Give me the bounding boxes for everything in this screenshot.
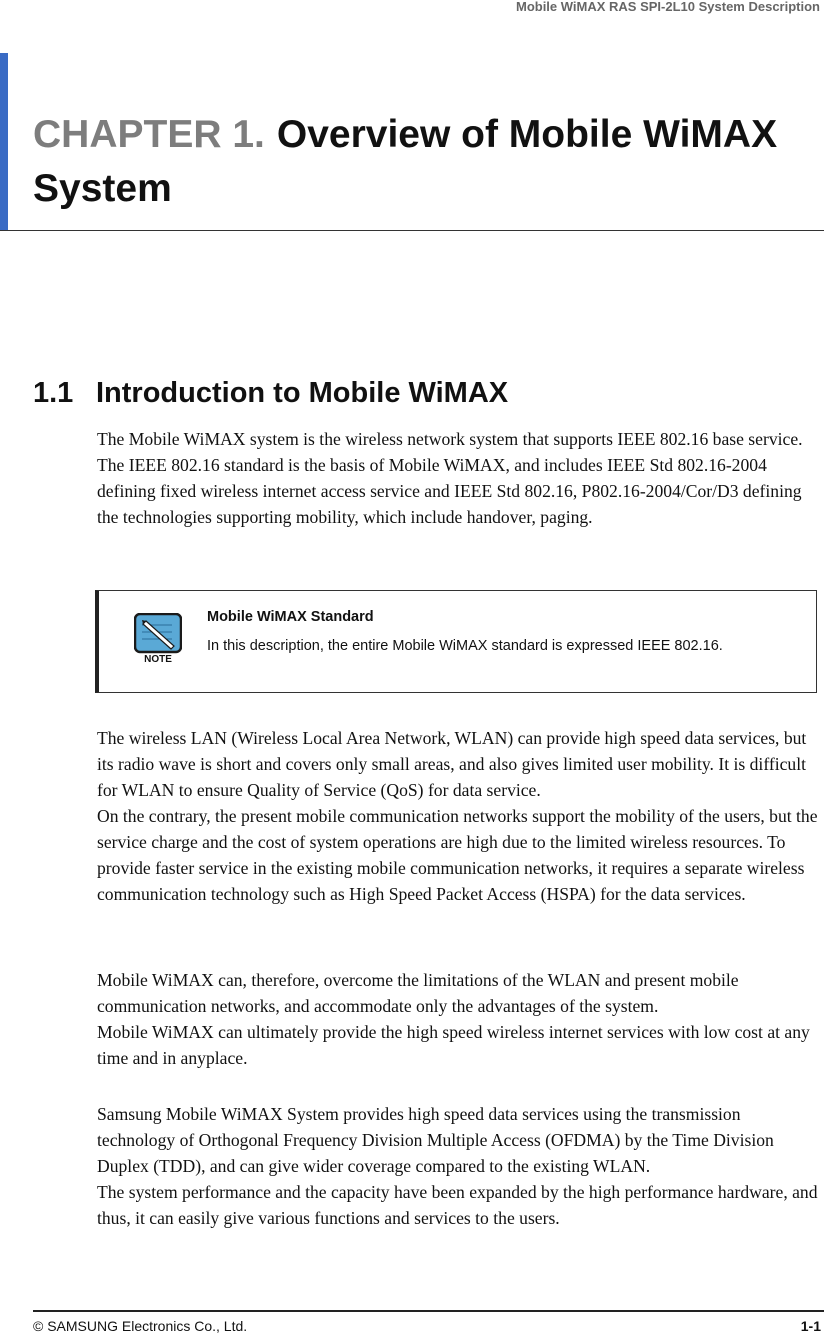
footer-page-number: 1-1 xyxy=(800,1318,821,1334)
chapter-title-text: Overview of Mobile WiMAX System xyxy=(33,113,778,210)
paragraph-mobile-networks: On the contrary, the present mobile communication networks support the mobility of the users, but the service charge and the cost of system operations are high due to the limited wireless resources. To provide faster service in the existing mobile communication networks, it requires a separate wireless communication technology such as High Speed Packet Access (HSPA) for the data services. xyxy=(97,806,818,904)
paragraph-wlan: The wireless LAN (Wireless Local Area Network, WLAN) can provide high speed data services, but its radio wave is short and covers only small areas, and also gives limited user mobility. It is difficult for WLAN to ensure Quality of Service (QoS) for data service. xyxy=(97,728,807,800)
paragraph-performance: The system performance and the capacity have been expanded by the high performance hardware, and thus, it can easily give various functions and services to the users. xyxy=(97,1182,818,1228)
paragraph-ultimately: Mobile WiMAX can ultimately provide the high speed wireless internet services with low cost at any time and in anyplace. xyxy=(97,1022,810,1068)
note-icon-label: NOTE xyxy=(144,654,172,663)
section-heading xyxy=(33,373,508,413)
running-header: Mobile WiMAX RAS SPI-2L10 System Description xyxy=(515,0,820,14)
chapter-title xyxy=(33,108,813,216)
section-title: Introduction to Mobile WiMAX xyxy=(96,377,509,409)
chapter-accent-bar xyxy=(0,53,8,230)
paragraph-overcome: Mobile WiMAX can, therefore, overcome the limitations of the WLAN and present mobile communication networks, and accommodate only the advantages of the system. xyxy=(97,970,739,1016)
paragraph-intro: The Mobile WiMAX system is the wireless network system that supports IEEE 802.16 base service. The IEEE 802.16 standard is the basis of Mobile WiMAX, and includes IEEE Std 802.16-2004 defining fixed wireless internet access service and IEEE Std 802.16, P802.16-2004/Cor/D3 defining the technologies supporting mobility, which include handover, paging. xyxy=(97,429,803,527)
note-title: Mobile WiMAX Standard xyxy=(207,609,374,625)
note-pencil-icon xyxy=(134,613,182,663)
section-number: 1.1 xyxy=(33,377,74,409)
chapter-divider xyxy=(0,230,824,231)
paragraph-samsung: Samsung Mobile WiMAX System provides high speed data services using the transmission technology of Orthogonal Frequency Division Multiple Access (OFDMA) by the Time Division Duplex (TDD), and can give wider coverage compared to the existing WLAN. xyxy=(97,1104,774,1176)
note-text: In this description, the entire Mobile WiMAX standard is expressed IEEE 802.16. xyxy=(207,638,723,654)
chapter-number: CHAPTER 1. xyxy=(33,113,265,156)
footer-copyright: © SAMSUNG Electronics Co., Ltd. xyxy=(33,1318,248,1334)
footer-divider xyxy=(33,1310,824,1312)
note-box xyxy=(95,590,817,693)
